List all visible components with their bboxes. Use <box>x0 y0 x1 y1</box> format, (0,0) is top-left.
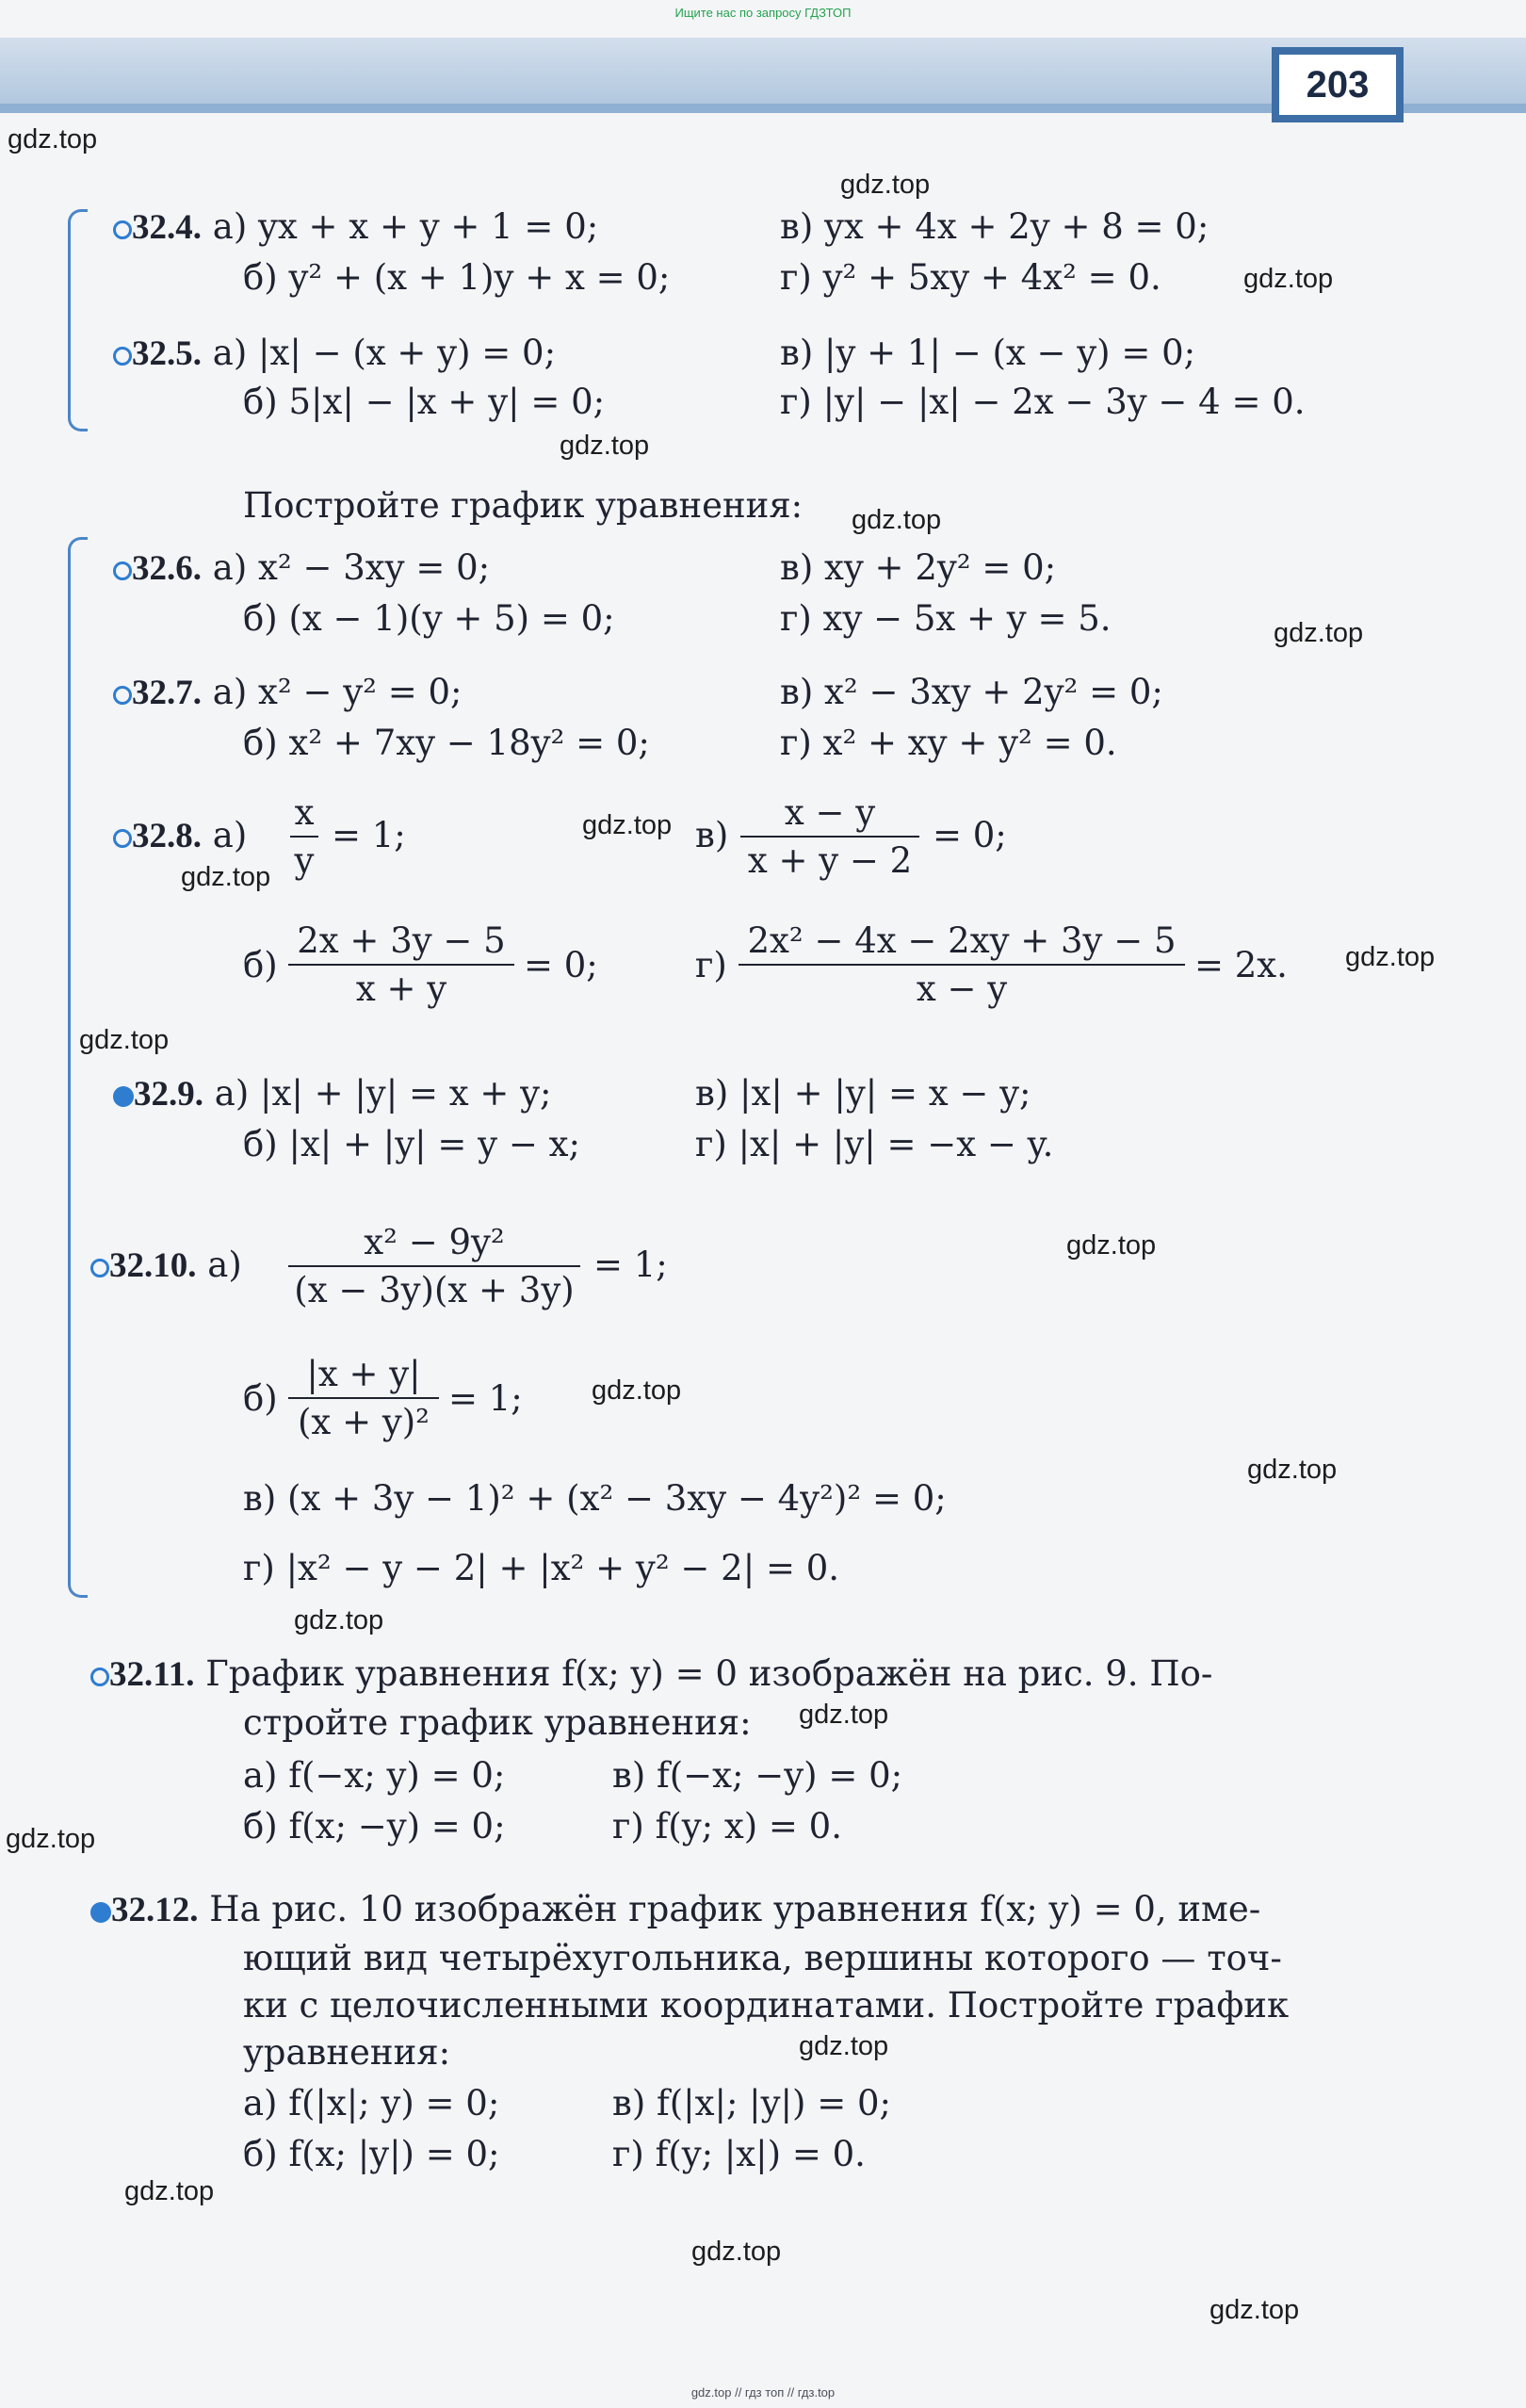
problem-text: ки с целочисленными координатами. Постройте график <box>243 1985 1290 2026</box>
watermark: gdz.top <box>294 1605 384 1635</box>
fraction-a <box>288 1222 580 1310</box>
numerator: 2x² − 4x − 2xy + 3y − 5 <box>747 920 1177 961</box>
part-a: а) |x| + |y| = x + y; <box>214 1073 552 1114</box>
part-v: в) f(−x; −y) = 0; <box>612 1755 903 1796</box>
watermark: gdz.top <box>1274 618 1364 648</box>
fraction-b-tail: = 0; <box>524 945 598 985</box>
filled-circle-icon <box>113 1086 134 1107</box>
watermark: gdz.top <box>124 2176 215 2206</box>
part-g: г) y² + 5xy + 4x² = 0. <box>780 257 1161 298</box>
watermark: gdz.top <box>79 1025 170 1055</box>
problem-number: 32.9. <box>134 1075 203 1114</box>
filled-circle-icon <box>90 1902 111 1923</box>
watermark: gdz.top <box>840 170 931 200</box>
problem-number: 32.11. <box>109 1655 195 1694</box>
open-circle-icon <box>113 829 132 848</box>
open-circle-icon <box>90 1668 109 1686</box>
part-g: г) |x² − y − 2| + |x² + y² − 2| = 0. <box>243 1548 840 1588</box>
part-a: а) x² − y² = 0; <box>212 672 463 712</box>
part-b-label: б) <box>243 1378 278 1419</box>
problem-text: уравнения: <box>243 2032 451 2073</box>
open-circle-icon <box>113 347 132 366</box>
numerator: 2x + 3y − 5 <box>297 920 506 961</box>
fraction-b <box>288 920 514 1009</box>
problem-32-12-line-1 <box>90 1889 1261 1929</box>
open-circle-icon <box>113 220 132 239</box>
fraction-bar <box>739 964 1185 966</box>
watermark: gdz.top <box>1247 1455 1338 1485</box>
watermark: gdz.top <box>1209 2295 1300 2325</box>
part-v: в) f(|x|; |y|) = 0; <box>612 2083 891 2123</box>
part-g-label: г) <box>695 945 727 985</box>
denominator: x + y <box>355 968 447 1009</box>
problem-number: 32.12. <box>111 1891 199 1929</box>
fraction-bar <box>288 1265 580 1267</box>
part-a-label: а) <box>207 1245 242 1285</box>
problem-number: 32.6. <box>132 549 202 588</box>
denominator: x + y − 2 <box>747 840 913 881</box>
fraction-v <box>740 792 919 881</box>
problem-number: 32.7. <box>132 674 202 712</box>
problem-text: График уравнения f(x; y) = 0 изображён на рис. 9. По- <box>205 1653 1213 1694</box>
part-a-label: а) <box>212 815 248 855</box>
fraction-b-tail: = 1; <box>448 1378 523 1419</box>
part-g: г) f(y; x) = 0. <box>612 1806 842 1847</box>
part-b: б) f(x; |y|) = 0; <box>243 2134 500 2174</box>
part-v: в) |y + 1| − (x − y) = 0; <box>780 333 1196 373</box>
watermark: gdz.top <box>799 1700 889 1730</box>
top-note: Ищите нас по запросу ГДЗТОП <box>674 6 852 20</box>
part-a: а) x² − 3xy = 0; <box>212 547 491 588</box>
part-b: б) x² + 7xy − 18y² = 0; <box>243 723 650 763</box>
fraction-g <box>739 920 1185 1009</box>
problem-number: 32.8. <box>132 817 202 855</box>
group-bracket-1 <box>68 209 88 431</box>
problem-number: 32.5. <box>132 334 202 373</box>
part-a: а) f(|x|; y) = 0; <box>243 2083 500 2123</box>
fraction-v-tail: = 0; <box>933 815 1007 855</box>
part-b: б) 5|x| − |x + y| = 0; <box>243 382 606 422</box>
fraction-bar <box>290 836 318 838</box>
part-b: б) f(x; −y) = 0; <box>243 1806 506 1847</box>
watermark: gdz.top <box>592 1375 682 1406</box>
problem-32-6-line-1 <box>113 547 491 588</box>
part-b: б) |x| + |y| = y − x; <box>243 1124 580 1164</box>
part-a: а) f(−x; y) = 0; <box>243 1755 506 1796</box>
problem-number: 32.4. <box>132 208 202 247</box>
fraction-a-tail: = 1; <box>593 1245 668 1285</box>
denominator: (x + y)² <box>298 1402 430 1442</box>
part-v: в) x² − 3xy + 2y² = 0; <box>780 672 1163 712</box>
part-a: а) |x| − (x + y) = 0; <box>212 333 557 373</box>
page-number: 203 <box>1272 47 1404 122</box>
fraction-a-tail: = 1; <box>332 815 406 855</box>
open-circle-icon <box>90 1259 109 1277</box>
problem-32-4-line-1 <box>113 206 599 247</box>
numerator: x − y <box>784 792 876 833</box>
problem-text: стройте график уравнения: <box>243 1702 752 1743</box>
watermark: gdz.top <box>181 862 271 892</box>
fraction-b <box>288 1354 439 1442</box>
part-g: г) f(y; |x|) = 0. <box>612 2134 866 2174</box>
watermark: gdz.top <box>6 1824 96 1854</box>
fraction-a <box>290 792 318 881</box>
numerator: x² − 9y² <box>364 1222 505 1262</box>
numerator: |x + y| <box>306 1354 421 1394</box>
denominator: x − y <box>916 968 1008 1009</box>
problem-32-8-header <box>113 815 248 855</box>
part-g: г) x² + xy + y² = 0. <box>780 723 1117 763</box>
part-v-label: в) <box>695 815 729 855</box>
denominator: (x − 3y)(x + 3y) <box>294 1270 575 1310</box>
watermark: gdz.top <box>1345 942 1436 972</box>
open-circle-icon <box>113 561 132 580</box>
section-title: Постройте график уравнения: <box>243 485 804 526</box>
watermark: gdz.top <box>1243 264 1334 294</box>
problem-text: На рис. 10 изображён график уравнения f(x; y) = 0, име- <box>209 1889 1261 1929</box>
watermark: gdz.top <box>582 810 673 840</box>
problem-32-5-line-1 <box>113 335 556 371</box>
part-v: в) |x| + |y| = x − y; <box>695 1073 1031 1114</box>
part-g: г) |y| − |x| − 2x − 3y − 4 = 0. <box>780 382 1306 422</box>
watermark: gdz.top <box>852 505 942 535</box>
problem-text: ющий вид четырёхугольника, вершины которого — точ- <box>243 1938 1282 1978</box>
watermark: gdz.top <box>799 2031 889 2061</box>
numerator: x <box>294 792 315 833</box>
part-v: в) yx + 4x + 2y + 8 = 0; <box>780 206 1209 247</box>
watermark: gdz.top <box>691 2237 782 2267</box>
watermark: gdz.top <box>1066 1230 1157 1261</box>
problem-number: 32.10. <box>109 1246 197 1285</box>
part-b: б) (x − 1)(y + 5) = 0; <box>243 598 615 639</box>
denominator: y <box>294 840 315 881</box>
watermark: gdz.top <box>560 431 650 461</box>
part-b-label: б) <box>243 945 278 985</box>
part-g: г) |x| + |y| = −x − y. <box>695 1124 1054 1164</box>
fraction-bar <box>740 836 919 838</box>
problem-32-9-line-1 <box>113 1073 552 1114</box>
part-v: в) xy + 2y² = 0; <box>780 547 1057 588</box>
part-g: г) xy − 5x + y = 5. <box>780 598 1112 639</box>
part-a: а) yx + x + y + 1 = 0; <box>212 206 599 247</box>
fraction-bar <box>288 964 514 966</box>
problem-32-7-line-1 <box>113 672 463 712</box>
group-bracket-2 <box>68 537 88 1598</box>
problem-32-11-line-1 <box>90 1653 1213 1694</box>
part-b: б) y² + (x + 1)y + x = 0; <box>243 257 671 298</box>
part-v: в) (x + 3y − 1)² + (x² − 3xy − 4y²)² = 0; <box>243 1478 947 1519</box>
open-circle-icon <box>113 686 132 705</box>
problem-32-10-header <box>90 1247 242 1283</box>
fraction-g-tail: = 2x. <box>1194 945 1288 985</box>
watermark: gdz.top <box>8 124 98 155</box>
fraction-bar <box>288 1397 439 1399</box>
bottom-note: gdz.top // гдз топ // гдз.top <box>690 2385 836 2400</box>
